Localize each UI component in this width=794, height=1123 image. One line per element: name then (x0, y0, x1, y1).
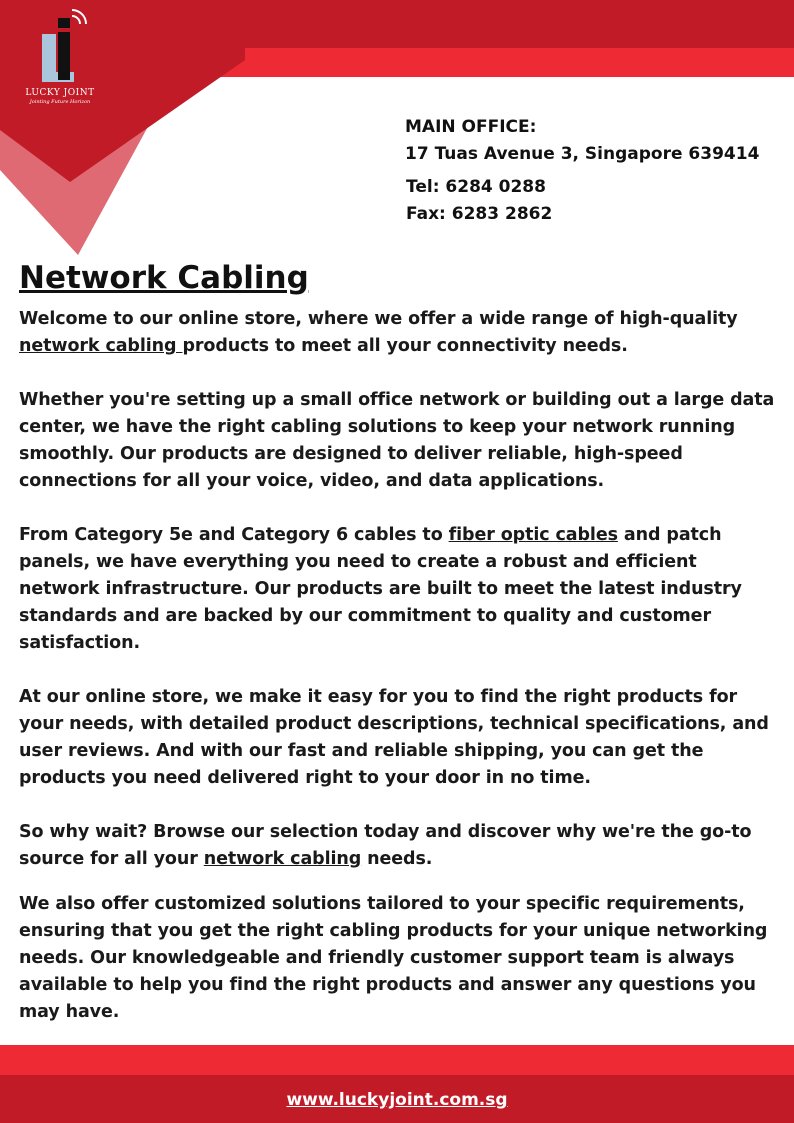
fiber-optic-cables-link[interactable]: fiber optic cables (448, 525, 618, 545)
page-title: Network Cabling (19, 260, 309, 296)
paragraph-cta (19, 819, 781, 873)
office-address: 17 Tuas Avenue 3, Singapore 639414 (405, 144, 760, 164)
office-info (405, 114, 759, 228)
office-tel: Tel: 6284 0288 (406, 177, 546, 197)
paragraph-text: Welcome to our online store, where we offer a wide range of high-quality (19, 309, 738, 329)
top-red-band (175, 48, 794, 77)
logo-mark-icon (28, 6, 92, 86)
paragraph-text: From Category 5e and Category 6 cables to (19, 525, 449, 545)
paragraph-products (19, 522, 781, 657)
network-cabling-link-2[interactable]: network cabling (203, 849, 362, 869)
paragraph-store: At our online store, we make it easy for you to find the right products for your needs, with detailed product descriptions, technical specifications, and user reviews. And with our fast and reliable shipping, you can get the products you need delivered right to your door in no time. (19, 687, 769, 788)
paragraph-text: products to meet all your connectivity needs. (182, 336, 628, 356)
paragraph-text: and patch panels, we have everything you need to create a robust and efficient network infrastructure. Our products are built to meet the latest industry standards and are backed by our commitment to quality and customer satisfaction. (19, 525, 742, 653)
paragraph-solutions: Whether you're setting up a small office network or building out a large data center, we have the right cabling solutions to keep your network running smoothly. Our products are designed to deliver reliable, high-speed connections for all your voice, video, and data applications. (19, 390, 775, 491)
network-cabling-link[interactable]: network cabling (19, 336, 183, 356)
office-fax: Fax: 6283 2862 (406, 204, 553, 224)
article (19, 258, 781, 1053)
office-heading: MAIN OFFICE: (405, 117, 537, 137)
company-logo (10, 6, 110, 116)
logo-tagline: Jointing Future Horizon (29, 99, 91, 105)
logo-name: LUCKY JOINT (25, 88, 95, 98)
paragraph-text: needs. (361, 849, 433, 869)
paragraph-custom: We also offer customized solutions tailored to your specific requirements, ensuring that you get the right cabling products for your unique networking needs. Our knowledgeable and friendly customer support team is always available to help you find the right products and answer any questions you may have. (19, 894, 768, 1022)
paragraph-text: So why wait? Browse our selection today and discover why we're the go-to source for all your (19, 822, 752, 869)
website-link[interactable]: www.luckyjoint.com.sg (286, 1090, 508, 1110)
paragraph-intro (19, 306, 781, 360)
